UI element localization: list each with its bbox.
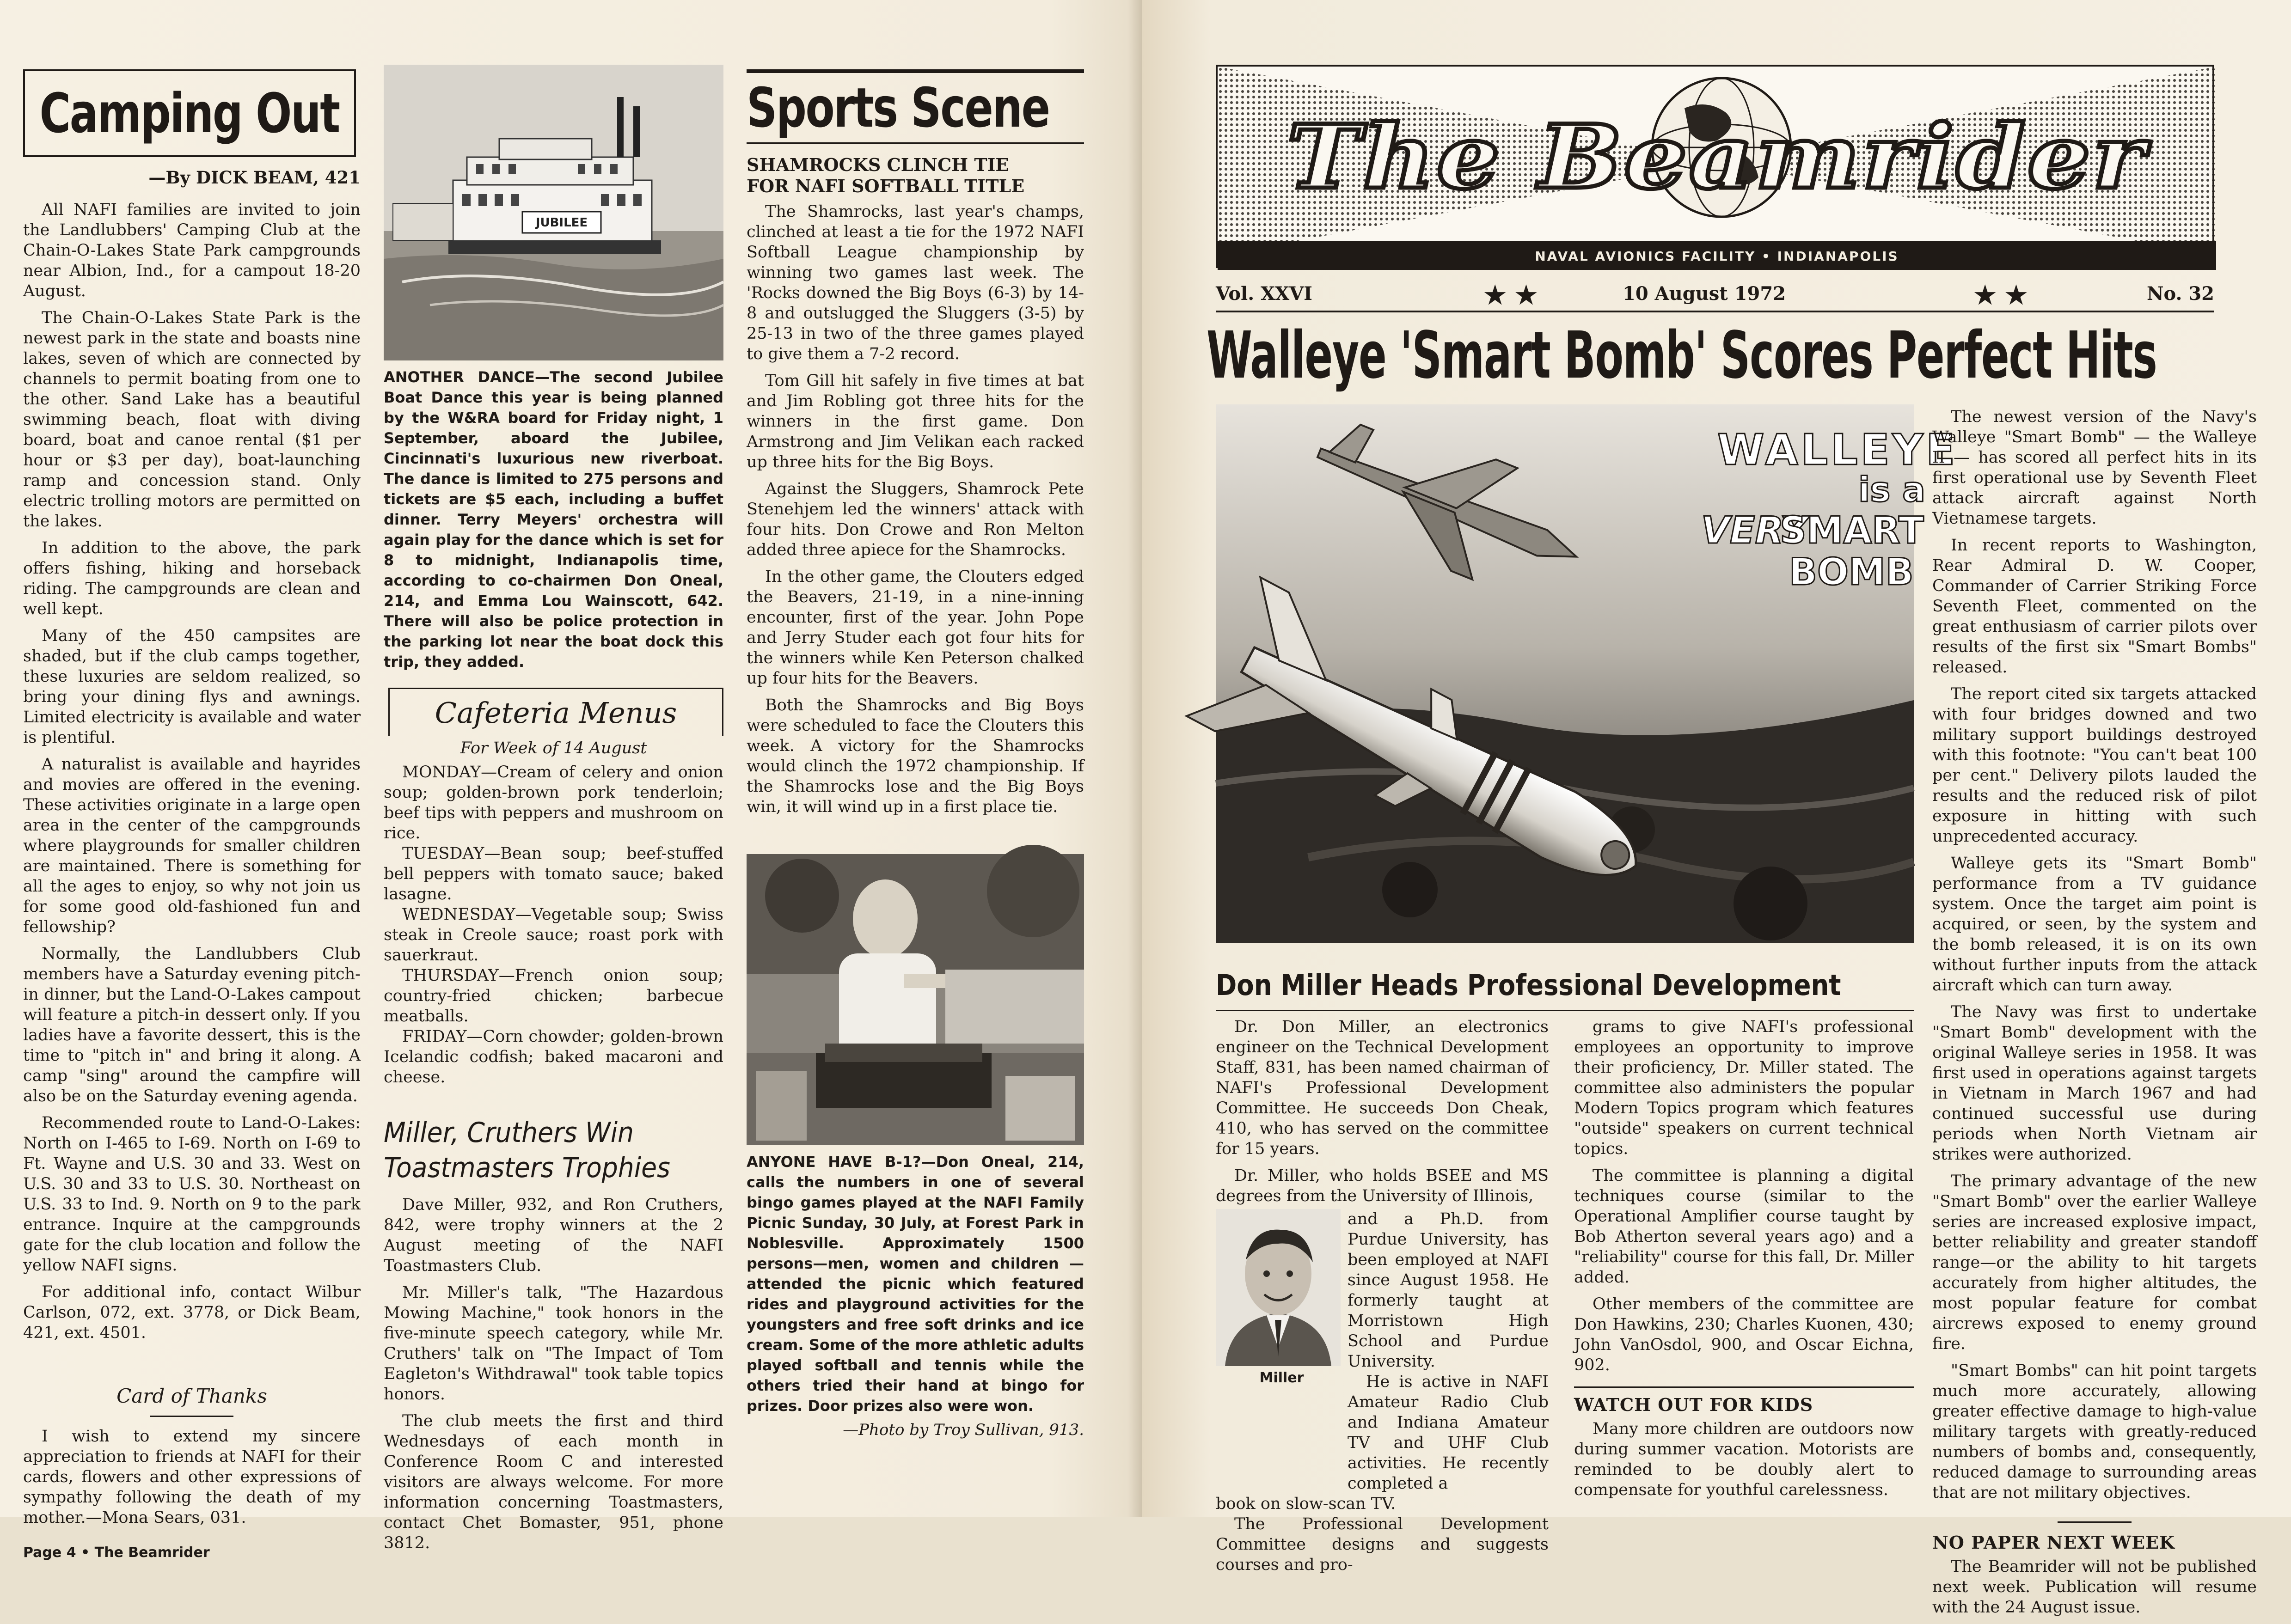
main-headline-text: Walleye 'Smart Bomb' Scores Perfect Hits <box>1207 318 2157 393</box>
miller-photo-block <box>1216 1209 1348 1494</box>
middle-column <box>384 65 723 1560</box>
walleye-paragraph: The newest version of the Navy's Walleye "Smart Bomb" — the Walleye II — has scored all perfect hits in its first operational use by Seventh Fleet attack aircraft against North Vietnamese targets. <box>1932 408 2257 528</box>
walleye-paragraph: The report cited six targets attacked with four bridges downed and two military support buildings destroyed with this footnote: "You can't beat 100 per cent." Delivery pilots lauded the results and the reduced risk of pilot exposure in hitting with such unprecedented accuracy. <box>1932 685 2257 846</box>
camping-title-box <box>23 69 356 157</box>
kids-title: WATCH OUT FOR KIDS <box>1574 1394 1813 1415</box>
masthead-title: The Beamrider <box>1287 105 2151 208</box>
toastmasters-body <box>384 1195 723 1553</box>
issue-date: 10 August 1972 <box>1623 283 1786 305</box>
miller-column-2 <box>1574 1017 1914 1507</box>
poster-line2: is a <box>1858 470 1926 510</box>
nopaper-rule <box>2058 1521 2132 1523</box>
camping-paragraph: The Chain-O-Lakes State Park is the newest park in the state and boasts nine lakes, seven of which are connected by channels to permit boating from one to the other. Sand Lake has a beautiful swimming beach, float with diving board, boat and canoe rental ($1 per hour or $3 per day), boat-launching ramp and concession stand. Only electric trolling motors are permitted on the lakes. <box>23 309 361 531</box>
cafeteria-menu-item: MONDAY—Cream of celery and onion soup; golden-brown pork tenderloin; beef tips with peppers and mushroom on rice. <box>384 763 723 843</box>
camping-paragraph: Normally, the Landlubbers Club members have a Saturday evening pitch-in dinner, but the Land-O-Lakes campout will feature a pitch-in dessert only. If you ladies have a favorite dessert, this is the time to "pitch in" and bring it along. A camp "sing" around the campfire will also be on the Saturday evening agenda. <box>23 945 361 1105</box>
bingo-photo <box>747 854 1084 1145</box>
page-4 <box>0 0 1142 1561</box>
cafeteria-menu-item: WEDNESDAY—Vegetable soup; Swiss steak in Creole sauce; roast pork with sauerkraut. <box>384 905 723 965</box>
sports-paragraph: Tom Gill hit safely in five times at bat and Jim Robling got three hits for the winners in the first game. Don Armstrong and Jim Velikan each racked up three hits for the Big Boys. <box>747 372 1084 471</box>
cafeteria-menu-item: FRIDAY—Corn chowder; golden-brown Icelandic codfish; baked macaroni and cheese. <box>384 1027 723 1087</box>
cafeteria-menu-item: THURSDAY—French onion soup; country-fried chicken; barbecue meatballs. <box>384 966 723 1026</box>
camping-paragraph: A naturalist is available and hayrides and movies are offered in the evening. These activities originate in a large open area in the center of the campgrounds where playgrounds for smaller children are maintained. There is something for all the ages to enjoy, so why not join us for some good old-fashioned fun and fellowship? <box>23 755 361 936</box>
miller-wrap-text <box>1348 1209 1549 1494</box>
dance-caption <box>384 367 723 672</box>
miller-headline <box>1216 968 1914 1002</box>
sports-top-rule <box>747 69 1084 73</box>
cafeteria-box <box>388 688 723 736</box>
walleye-paragraph: The Navy was first to undertake "Smart Bomb" development with the original Walleye series in 1958. It was first used in operations against targets in Vietnam in March 1967 and had continued successful use during periods when North Vietnam air strikes were authorized. <box>1932 1003 2257 1164</box>
camping-paragraph: In addition to the above, the park offers fishing, hiking and horseback riding. The campgrounds are clean and well kept. <box>23 539 361 618</box>
walleye-body <box>1932 407 2257 1503</box>
sports-body <box>747 201 1084 817</box>
nopaper-text: The Beamrider will not be published next week. Publication will resume with the 24 August issue. <box>1932 1557 2257 1617</box>
camping-title: Camping Out <box>39 81 340 145</box>
thanks-text: I wish to extend my sincere appreciation to friends at NAFI for their cards, flowers and other expressions of sympathy following the death of my mother.—Mona Sears, 031. <box>23 1427 361 1527</box>
page-1 <box>1142 0 2291 1617</box>
dance-caption-lead: ANOTHER DANCE— <box>384 368 550 386</box>
volume-label: Vol. XXVI <box>1216 283 1312 305</box>
camping-byline: —By DICK BEAM, 421 <box>148 167 361 188</box>
masthead-art <box>1218 67 2216 270</box>
kids-text: Many more children are outdoors now during summer vacation. Motorists are reminded to be doubly alert to compensate for youthful carelessness. <box>1574 1420 1914 1499</box>
cafeteria-subtitle: For Week of 14 August <box>460 739 647 757</box>
sports-column <box>747 69 1084 1439</box>
stars-left: ★ ★ <box>1484 280 1538 310</box>
miller-wrap-text-1: and a Ph.D. from Purdue University, has been employed at NAFI since August 1958. He formerly taught at Morristown High School and Purdue University. <box>1348 1210 1549 1371</box>
thanks-title: Card of Thanks <box>116 1385 267 1407</box>
walleye-paragraph: The primary advantage of the new "Smart Bomb" over the earlier Walleye series are increased explosive impact, better reliability and greater standoff range—or the ability to hit targets accurately from higher altitudes, the most popular feature for combat aircrews exposed to enemy ground fire. <box>1932 1172 2257 1353</box>
miller-para-1: Dr. Don Miller, an electronics engineer on the Technical Development Staff, 831, has been named chairman of NAFI's Professional Development Committee. He succeeds Don Cheak, 410, who has served on the committee for 15 years. <box>1216 1018 1549 1158</box>
riverboat-photo <box>384 65 723 360</box>
cafeteria-menu-list <box>384 762 723 1087</box>
walleye-paragraph: In recent reports to Washington, Rear Admiral D. W. Cooper, Commander of Carrier Striking Force Seventh Fleet, commented on the great enthusiasm of carrier pilots over results of the first six "Smart Bombs" released. <box>1932 536 2257 677</box>
miller-tail: book on slow-scan TV. <box>1216 1495 1396 1513</box>
sports-title: Sports Scene <box>747 76 1049 140</box>
miller-portrait <box>1216 1209 1341 1366</box>
miller-photo-caption: Miller <box>1259 1370 1304 1386</box>
walleye-image <box>1216 404 1958 943</box>
thanks-rule <box>150 1416 233 1417</box>
camping-paragraph: Many of the 450 campsites are shaded, but if the club camps together, these luxuries are seldom realized, so bring your dining flys and awnings. Limited electricity is available and water is plentiful. <box>23 627 361 747</box>
sports-headline <box>747 154 1084 197</box>
issue-number: No. 32 <box>2146 283 2214 305</box>
camping-paragraph: Recommended route to Land-O-Lakes: North on I-465 to I-69. North on I-69 to Ft. Wayne and U.S. 30 and 33. West on U.S. 30 and 33 to U.S. 30. Northeast on U.S. 33 to Ind. 9. North on 9 to the park entrance. Inquire at the campgrounds gate for the club location and follow the yellow NAFI signs. <box>23 1114 361 1275</box>
bingo-caption <box>747 1152 1084 1416</box>
walleye-paragraph: Walleye gets its "Smart Bomb" performance from a TV guidance system. Once the target aim point is acquired, or seen, by the system and the bomb released, it is on its own without further inputs from the attack aircraft which can turn away. <box>1932 854 2257 995</box>
miller-column-2-body <box>1574 1017 1914 1375</box>
toastmasters-paragraph: Dave Miller, 932, and Ron Cruthers, 842, were trophy winners at the 2 August meeting of the NAFI Toastmasters Club. <box>384 1196 723 1275</box>
cafeteria-title: Cafeteria Menus <box>435 696 677 730</box>
miller-paragraph: grams to give NAFI's professional employees an opportunity to improve their proficiency, Dr. Miller stated. The committee also administers the popular Modern Topics program which features "outside" speakers on current technical topics. <box>1574 1018 1914 1158</box>
bingo-caption-text: Don Oneal, 214, calls the numbers in one of several bingo games played at the NAFI Family Picnic Sunday, 30 July, at Forest Park in Noblesville. Approximately 1500 persons—men, women and children — attended the picnic which featured rides and playground activities for the youngsters and free soft drinks and ice cream. Some of the more athletic adults played softball and tennis while the others tried their hand at bingo for prizes. Door prizes also were won. <box>747 1153 1084 1415</box>
miller-wrap <box>1216 1209 1549 1494</box>
poster-line1: WALLEYE <box>1717 425 1958 475</box>
miller-paragraph: The committee is planning a digital techniques course (similar to the Operational Amplifier course taught by Bob Atherton several years ago) and a "reliability" course for this fall, Dr. Miller added. <box>1574 1166 1914 1287</box>
toastmasters-paragraph: The club meets the first and third Wednesdays of each month in Conference Room C and interested visitors are always welcome. For more information concerning Toastmasters, contact Chet Bomaster, 951, phone 3812. <box>384 1412 723 1552</box>
miller-wrap-text-2: He is active in NAFI Amateur Radio Club and Indiana Amateur TV and UHF Club activities. He recently completed a <box>1348 1373 1549 1493</box>
sports-paragraph: The Shamrocks, last year's champs, clinched at least a tie for the 1972 NAFI Softball League championship by winning two games last week. The 'Rocks downed the Big Boys (6-3) by 14-8 and outslugged the Sluggers (3-5) by 25-13 in two of the three games played to give them a 7-2 record. <box>747 202 1084 363</box>
toastmasters-title-line1: Miller, Cruthers Win <box>384 1117 634 1149</box>
miller-photo <box>1216 1209 1341 1366</box>
masthead <box>1216 65 2214 268</box>
sports-bottom-rule <box>747 142 1084 144</box>
camping-paragraph: All NAFI families are invited to join the Landlubbers' Camping Club at the Chain-O-Lakes State Park campgrounds near Albion, Ind., for a campout 18-20 August. <box>23 201 361 300</box>
miller-para-2: Dr. Miller, who holds BSEE and MS degrees from the University of Illinois, <box>1216 1166 1549 1205</box>
miller-rule <box>1216 1010 1914 1011</box>
stars-right: ★ ★ <box>1974 280 2028 310</box>
toastmasters-paragraph: Mr. Miller's talk, "The Hazardous Mowing Machine," took honors in the five-minute speech category, while Mr. Cruthers' talk on "The Impact of Tom Eagleton's Withdrawal" took table topics honors. <box>384 1283 723 1404</box>
toastmasters-title-line2: Toastmasters Trophies <box>384 1152 670 1184</box>
masthead-subtitle: NAVAL AVIONICS FACILITY • INDIANAPOLIS <box>1535 249 1899 264</box>
sports-paragraph: In the other game, the Clouters edged the Beavers, 21-19, in a nine-inning encounter, first of the year. John Pope and Jerry Studer each got four hits for the winners while Ken Peterson chalked up four hits for the Beavers. <box>747 568 1084 688</box>
bingo-photo-credit: —Photo by Troy Sullivan, 913. <box>843 1421 1084 1439</box>
miller-paragraph: Other members of the committee are Don Hawkins, 230; Charles Kuonen, 430; John VanOsdol, 900, and Oscar Eichna, 902. <box>1574 1295 1914 1374</box>
bingo-image <box>747 854 1084 1145</box>
poster-line3b: SMART <box>1780 509 1924 552</box>
miller-para-3: The Professional Development Committee designs and suggests courses and pro- <box>1216 1515 1549 1574</box>
dance-caption-text: The second Jubilee Boat Dance this year is being planned by the W&RA board for Friday night, 1 September, aboard the Jubilee, Cincinnati's luxurious new riverboat. The dance is limited to 275 persons and tickets are $5 each, including a buffet dinner. Terry Meyers' orchestra will again play for the dance which is set for 8 to midnight, Indianapolis time, according to co-chairmen Don Oneal, 214, and Emma Lou Wainscott, 642. There will also be police protection in the parking lot near the boat dock this trip, they added. <box>384 368 724 671</box>
page-footer: Page 4 • The Beamrider <box>23 1545 210 1561</box>
kids-rule <box>1574 1386 1914 1388</box>
miller-column-1 <box>1216 1017 1549 1581</box>
toastmasters-headline <box>384 1115 723 1185</box>
main-headline <box>1207 319 2224 393</box>
poster-line4: BOMB <box>1789 550 1914 593</box>
camping-paragraph: For additional info, contact Wilbur Carlson, 072, ext. 3778, or Dick Beam, 421, ext. 4501. <box>23 1283 361 1342</box>
walleye-paragraph: "Smart Bombs" can hit point targets much more accurately, allowing greater effective damage to high-value military targets with greatly-reduced numbers of bombs and, consequently, reduced damage to surrounding areas that are not military objectives. <box>1932 1361 2257 1502</box>
poster-line3a: VERY <box>1701 509 1807 552</box>
sports-headline-line1: SHAMROCKS CLINCH TIE <box>747 154 1009 175</box>
sports-paragraph: Both the Shamrocks and Big Boys were scheduled to face the Clouters this week. A victory for the Shamrocks would clinch the 1972 championship. If the Shamrocks lose and the Big Boys win, it will wind up in a first place tie. <box>747 696 1084 816</box>
walleye-article <box>1932 407 2257 1624</box>
sports-headline-line2: FOR NAFI SOFTBALL TITLE <box>747 176 1025 196</box>
camping-body <box>23 200 361 1343</box>
nopaper-title: NO PAPER NEXT WEEK <box>1932 1532 2175 1553</box>
cafeteria-menu-item: TUESDAY—Bean soup; beef-stuffed bell peppers with tomato sauce; baked lasagne. <box>384 844 723 904</box>
boat-name: JUBILEE <box>535 216 588 230</box>
dateline <box>1216 280 2214 311</box>
dateline-rule <box>1216 311 2214 312</box>
riverboat-image <box>384 65 723 360</box>
miller-headline-text: Don Miller Heads Professional Development <box>1216 968 1841 1002</box>
sports-paragraph: Against the Sluggers, Shamrock Pete Stenehjem led the winners' attack with four hits. Don Crowe and Ron Melton added three apiece for the Shamrocks. <box>747 480 1084 559</box>
walleye-illustration <box>1216 404 1958 943</box>
bingo-caption-lead: ANYONE HAVE B-1?— <box>747 1153 936 1171</box>
camping-column <box>23 69 361 1561</box>
